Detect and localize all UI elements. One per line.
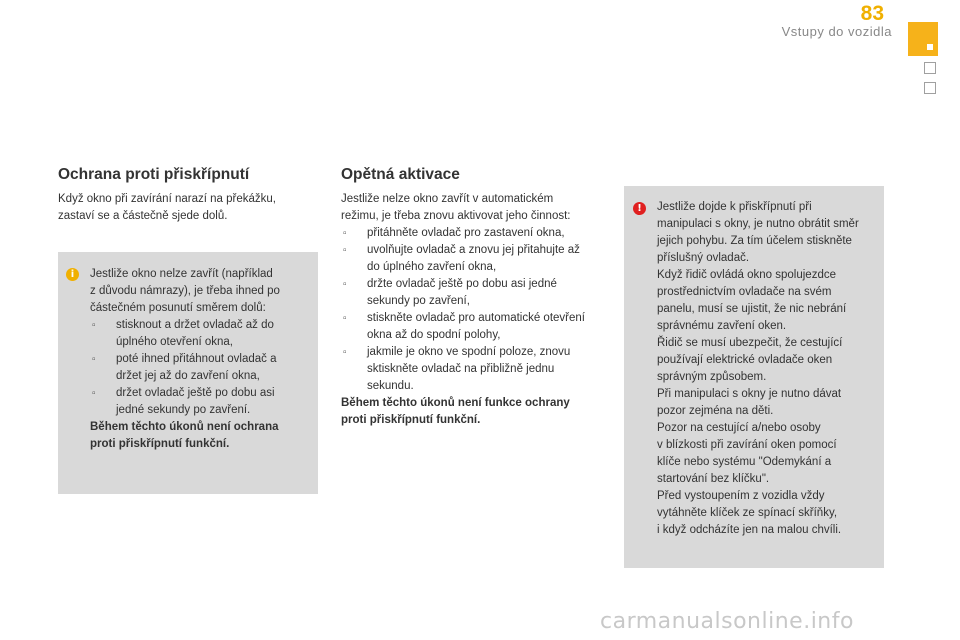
warning-line: vytáhněte klíček ze spínací skříňky, xyxy=(657,507,838,519)
list-item: ▫ uvolňujte ovladač a znovu jej přitahujte až do úplného zavření okna, xyxy=(341,242,606,276)
warning-line: Před vystoupením z vozidla vždy xyxy=(657,490,825,502)
intro-line: Když okno při zavírání narazí na překážku, xyxy=(58,193,276,205)
info-note: Během těchto úkonů není ochrana proti přiskřípnutí funkční. xyxy=(90,421,279,450)
watermark: carmanualsonline.info xyxy=(600,609,854,634)
warning-line: Jestliže dojde k přiskřípnutí při xyxy=(657,201,812,213)
warning-line: v blízkosti při zavírání oken pomocí xyxy=(657,439,837,451)
list-item: ▫ stiskněte ovladač pro automatické otevření okna až do spodní polohy, xyxy=(341,310,606,344)
section-title: Vstupy do vozidla xyxy=(781,24,892,39)
info-line: z důvodu námrazy), je třeba ihned po xyxy=(90,285,280,297)
list-item: ▫ poté ihned přitáhnout ovladač a držet jej až do zavření okna, xyxy=(90,351,312,385)
warning-line: pozor zejména na děti. xyxy=(657,405,774,417)
warning-line: jejich pohybu. Za tím účelem stiskněte xyxy=(657,235,852,247)
tab-marker-icon xyxy=(927,44,933,50)
warning-box-text xyxy=(657,199,879,539)
warning-line: příslušný ovladač. xyxy=(657,252,750,264)
warning-line: používají elektrické ovladače oken xyxy=(657,354,833,366)
warning-line: i když odcházíte jen na malou chvíli. xyxy=(657,524,842,536)
warning-line: panelu, musí se ujistit, že nic nebrání xyxy=(657,303,847,315)
reactivation-text xyxy=(341,191,606,429)
intro-paragraph xyxy=(58,191,318,225)
reactivation-note: Během těchto úkonů není funkce ochrany proti přiskřípnutí funkční. xyxy=(341,397,570,426)
warning-line: Při manipulaci s okny je nutno dávat xyxy=(657,388,842,400)
info-line: Jestliže okno nelze zavřít (například xyxy=(90,268,273,280)
info-line: částečném posunutí směrem dolů: xyxy=(90,302,266,314)
warning-line: prostřednictvím ovladače na svém xyxy=(657,286,832,298)
list-item: ▫ přitáhněte ovladač pro zastavení okna, xyxy=(341,225,606,242)
warning-line: Když řidič ovládá okno spolujezdce xyxy=(657,269,836,281)
warning-line: manipulaci s okny, je nutno obrátit směr xyxy=(657,218,859,230)
info-box-text xyxy=(90,266,312,453)
intro-line: zastaví se a částečně sjede dolů. xyxy=(58,210,228,222)
heading-reactivation: Opětná aktivace xyxy=(341,166,460,183)
reactivation-line: Jestliže nelze okno zavřít v automatickém xyxy=(341,193,554,205)
chapter-tab[interactable] xyxy=(924,62,936,74)
chapter-tab[interactable] xyxy=(924,82,936,94)
warning-line: Pozor na cestující a/nebo osoby xyxy=(657,422,821,434)
warning-line: správným způsobem. xyxy=(657,371,767,383)
list-item: ▫ stisknout a držet ovladač až do úplného otevření okna, xyxy=(90,317,312,351)
reactivation-line: režimu, je třeba znovu aktivovat jeho činnost: xyxy=(341,210,571,222)
info-list xyxy=(90,317,312,419)
warning-line: správnému zavření oken. xyxy=(657,320,787,332)
warning-icon: ! xyxy=(633,202,646,215)
warning-line: startování bez klíčku". xyxy=(657,473,770,485)
reactivation-list xyxy=(341,225,606,395)
list-item: ▫ jakmile je okno ve spodní poloze, znovu sktiskněte ovladač na přibližně jednu sekundu. xyxy=(341,344,606,395)
heading-pinch-protection: Ochrana proti přiskřípnutí xyxy=(58,166,250,183)
warning-line: klíče nebo systému "Odemykání a xyxy=(657,456,832,468)
page-number: 83 xyxy=(860,2,884,25)
info-icon: i xyxy=(66,268,79,281)
list-item: ▫ držte ovladač ještě po dobu asi jedné sekundy po zavření, xyxy=(341,276,606,310)
list-item: ▫ držet ovladač ještě po dobu asi jedné sekundy po zavření. xyxy=(90,385,312,419)
chapter-tab-active[interactable] xyxy=(908,22,938,56)
warning-line: Řidič se musí ubezpečit, že cestující xyxy=(657,337,843,349)
